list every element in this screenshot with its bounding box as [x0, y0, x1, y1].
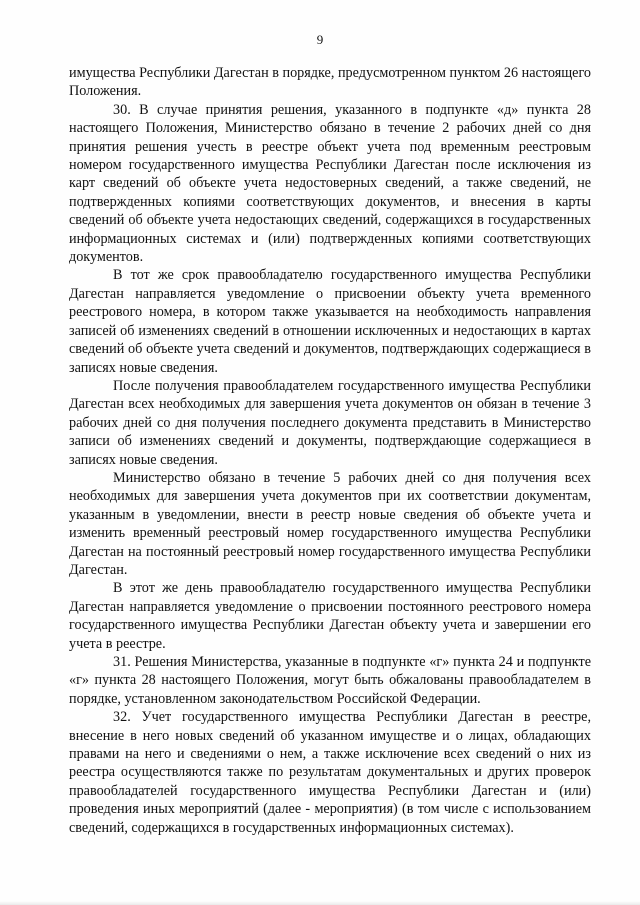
- paragraph-ministry-obligation: Министерство обязано в течение 5 рабочих дней со дня получения всех необходимых для завершения учета документов при их соответствии документам, указанным в уведомлении, внести в реестр новые сведения об объекте учета и изменить временный реестровый номер государственного имущества Республики Дагестан на постоянный реестровый номер государственного имущества Республики Дагестан.: [69, 469, 591, 578]
- paragraph-after-receipt: После получения правообладателем государственного имущества Республики Дагестан всех необходимых для завершения учета документов он обязан в течение 3 рабочих дней со дня получения последнего документа представить в Министерство записи об изменениях сведений и документы, подтверждающие содержащиеся в записях новые сведения.: [69, 377, 591, 468]
- paragraph-clause-32: 32. Учет государственного имущества Республики Дагестан в реестре, внесение в него новых сведений об указанном имуществе и о лицах, обладающих правами на него и сведениями о нем, а также исключение всех сведений о них из реестра осуществляются также по результатам документальных и других проверок правообладателей государственного имущества Республики Дагестан и (или) проведения иных мероприятий (далее - мероприятия) (в том числе с использованием сведений, содержащихся в государственных информационных системах).: [69, 709, 591, 836]
- scan-edge: [0, 901, 640, 905]
- paragraph-continuation: имущества Республики Дагестан в порядке, предусмотренном пунктом 26 настоящего Положения.: [69, 65, 591, 100]
- paragraph-clause-31: 31. Решения Министерства, указанные в подпункте «г» пункта 24 и подпункте «г» пункта 28 настоящего Положения, могут быть обжалованы правообладателем в порядке, установленном законодательством Российской Федерации.: [69, 654, 591, 707]
- document-body: [69, 64, 591, 837]
- paragraph-notification-permanent: В этот же день правообладателю государственного имущества Республики Дагестан направляется уведомление о присвоении постоянного реестрового номера государственного имущества Республики Дагестан объекту учета и завершении его учета в реестре.: [69, 580, 591, 652]
- paragraph-clause-30: 30. В случае принятия решения, указанного в подпункте «д» пункта 28 настоящего Положения, Министерство обязано в течение 2 рабочих дней со дня принятия решения учесть в реестре объект учета под временным реестровым номером государственного имущества Республики Дагестан после исключения из карт сведений об объекте учета недостоверных сведений, а также сведений, не подтвержденных копиями соответствующих документов, и внесения в карты сведений об объекте учета недостающих сведений, содержащихся в государственных информационных системах и (или) подтвержденных копиями соответствующих документов.: [69, 101, 591, 266]
- paragraph-notification-temporary: В тот же срок правообладателю государственного имущества Республики Дагестан направляется уведомление о присвоении объекту учета временного реестрового номера, в котором также указывается на необходимость направления записей об изменениях сведений в отношении исключенных и недостающих в картах сведений об объекте учета сведений и документов, подтверждающих содержащиеся в записях новые сведения.: [69, 267, 591, 376]
- page-number: 9: [316, 32, 324, 47]
